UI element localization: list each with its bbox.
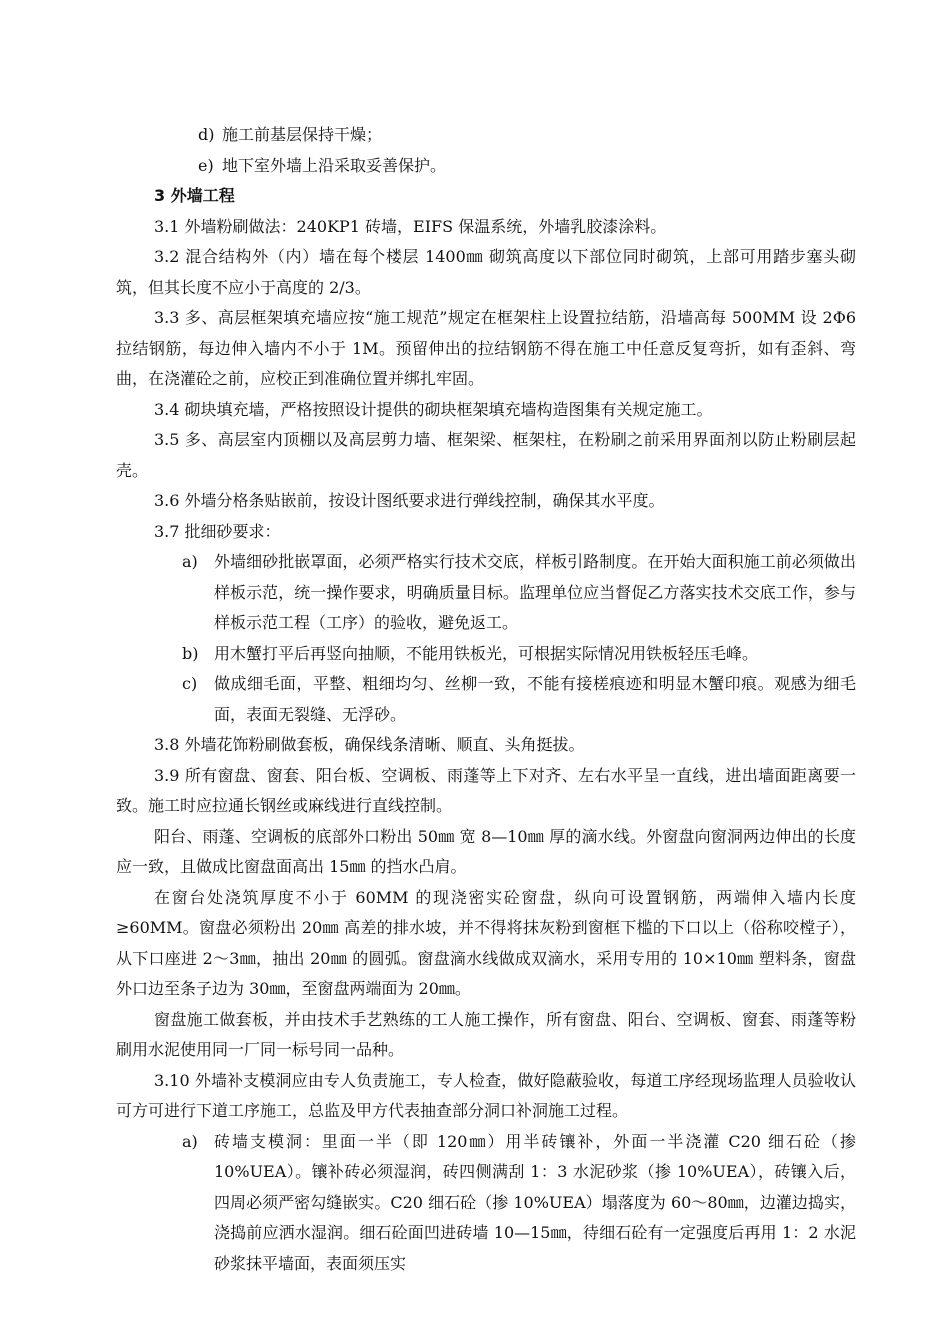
list-item-3-7-b	[116, 639, 856, 670]
list-item-e	[116, 151, 856, 182]
paragraph-3-10: 3.10 外墙补支模洞应由专人负责施工，专人检查，做好隐蔽验收，每道工序经现场监理人员验收认可方可进行下道工序施工，总监及甲方代表抽查部分洞口补洞施工过程。	[116, 1070, 856, 1120]
paragraph-3-1: 3.1 外墙粉刷做法：240KP1 砖墙，EIFS 保温系统，外墙乳胶漆涂料。	[154, 216, 667, 236]
list-text: 地下室外墙上沿采取妥善保护。	[222, 155, 447, 175]
list-item-3-7-a	[116, 547, 856, 639]
paragraph-3-8: 3.8 外墙花饰粉刷做套板，确保线条清晰、顺直、头角挺拔。	[154, 735, 585, 754]
paragraph-3-2: 3.2 混合结构外（内）墙在每个楼层 1400㎜ 砌筑高度以下部位同时砌筑，上部可用踏步塞头砌筑，但其长度不应小于高度的 2/3。	[116, 247, 856, 297]
list-label: d)	[198, 125, 215, 144]
paragraph-3-6: 3.6 外墙分格条贴嵌前，按设计图纸要求进行弹线控制，确保其水平度。	[154, 491, 665, 510]
list-text: 施工前基层保持干燥；	[222, 125, 383, 144]
list-item-d	[116, 120, 856, 151]
paragraph-window-template: 窗盘施工做套板，并由技术手艺熟练的工人施工操作，所有窗盘、阳台、空调板、窗套、雨蓬等粉刷用水泥使用同一厂同一标号同一品种。	[116, 1009, 856, 1059]
list-label: e)	[198, 155, 214, 175]
document-body	[116, 120, 856, 1279]
list-label: b)	[182, 643, 199, 663]
paragraph-3-4: 3.4 砌块填充墙，严格按照设计提供的砌块框架填充墙构造图集有关规定施工。	[154, 399, 713, 419]
paragraph-3-3: 3.3 多、高层框架填充墙应按“施工规范”规定在框架柱上设置拉结筋，沿墙高每 500MM 设 2Φ6 拉结钢筋，每边伸入墙内不小于 1M。预留伸出的拉结钢筋不得在施工中任意反复弯折，如有歪斜、弯曲，在浇灌砼之前，应校正到准确位置并绑扎牢固。	[116, 308, 856, 388]
paragraph-3-7: 3.7 批细砂要求：	[154, 521, 281, 541]
list-label: c)	[182, 674, 198, 693]
section-heading: 3 外墙工程	[154, 186, 235, 205]
list-label: a)	[182, 1131, 198, 1151]
list-text: 用木蟹打平后再竖向抽顺，不能用铁板光，可根据实际情况用铁板轻压毛峰。	[214, 643, 759, 663]
list-text: 砖墙支模洞：里面一半（即 120㎜）用半砖镶补，外面一半浇灌 C20 细石砼（掺 10%UEA）。镶补砖必须湿润，砖四侧满刮 1：3 水泥砂浆（掺 10%UEA），砖镶入后，四周必须严密勾缝嵌实。C20 细石砼（掺 10%UEA）塌落度为 60～80㎜，边灌边捣实，浇捣前应洒水湿润。细石砼面凹进砖墙 10—15㎜，待细石砼有一定强度后再用 1：2 水泥砂浆抹平墙面，表面须压实	[214, 1131, 856, 1273]
paragraph-drip-line: 阳台、雨蓬、空调板的底部外口粉出 50㎜ 宽 8—10㎜ 厚的滴水线。外窗盘向窗洞两边伸出的长度应一致，且做成比窗盘面高出 15㎜ 的挡水凸肩。	[116, 826, 856, 876]
list-label: a)	[182, 552, 198, 571]
list-item-3-10-a	[116, 1127, 856, 1280]
paragraph-3-5: 3.5 多、高层室内顶棚以及高层剪力墙、框架梁、框架柱，在粉刷之前采用界面剂以防止粉刷层起壳。	[116, 430, 856, 480]
paragraph-3-9: 3.9 所有窗盘、窗套、阳台板、空调板、雨蓬等上下对齐、左右水平呈一直线，进出墙面距离要一致。施工时应拉通长钢丝或麻线进行直线控制。	[116, 765, 856, 815]
list-item-3-7-c	[116, 669, 856, 730]
list-text: 外墙细砂批嵌罩面，必须严格实行技术交底，样板引路制度。在开始大面积施工前必须做出样板示范，统一操作要求，明确质量目标。监理单位应当督促乙方落实技术交底工作，参与样板示范工程（工序）的验收，避免返工。	[214, 552, 856, 632]
list-text: 做成细毛面，平整、粗细均匀、丝柳一致，不能有接槎痕迹和明显木蟹印痕。观感为细毛面，表面无裂缝、无浮砂。	[214, 674, 856, 724]
paragraph-window-sill: 在窗台处浇筑厚度不小于 60MM 的现浇密实砼窗盘，纵向可设置钢筋，两端伸入墙内长度≥60MM。窗盘必须粉出 20㎜ 高差的排水坡，并不得将抹灰粉到窗框下槛的下口以上（俗称咬樘子），从下口座进 2～3㎜，抽出 20㎜ 的圆弧。窗盘滴水线做成双滴水，采用专用的 10×10㎜ 塑料条，窗盘外口边至条子边为 30㎜，至窗盘两端面为 20㎜。	[116, 887, 856, 998]
